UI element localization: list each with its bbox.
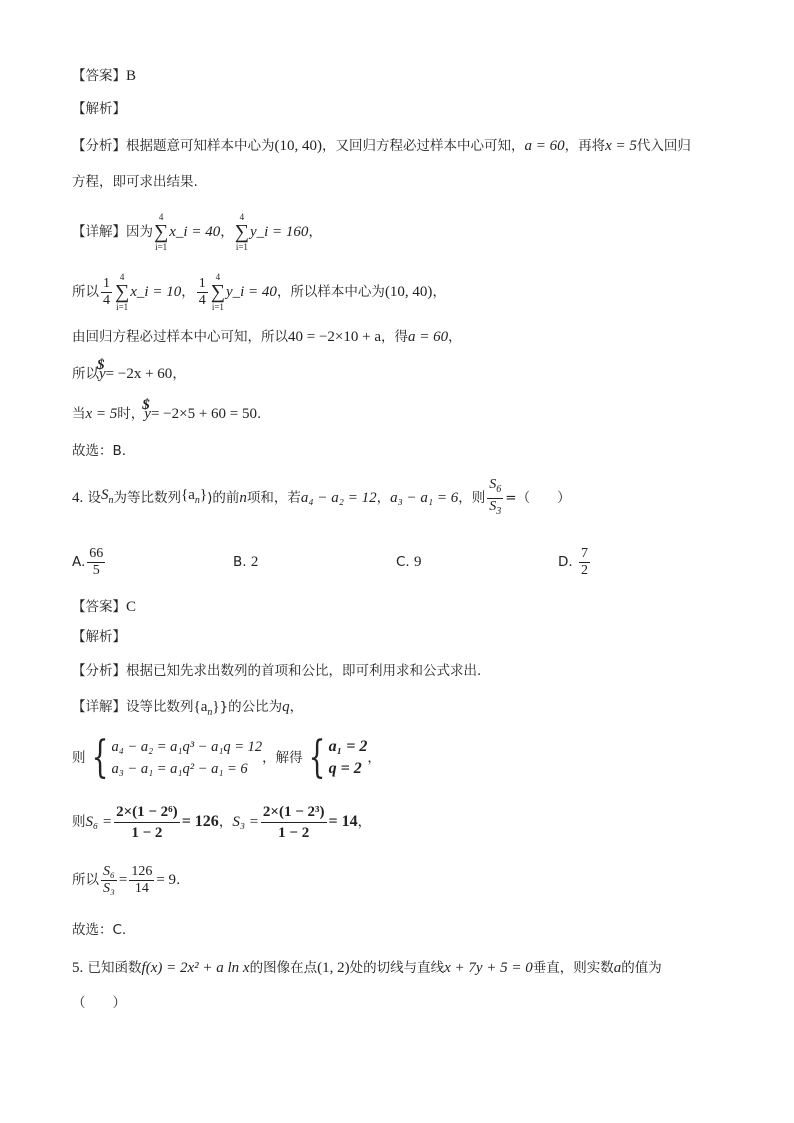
choose-line-1: 故选：B. [72, 443, 127, 459]
question-5-options-placeholder: （ ） [72, 995, 126, 1011]
sum-symbol: 4 ∑ i=1 [234, 212, 249, 252]
y-hat-symbol: $ y [144, 404, 151, 424]
so-line-2: 所以$ y= −2x + 60， [72, 364, 186, 384]
ratio-line: 所以 $\frac{\text{S₆}}{\text{S₃}}$ = $\frac{126}{14}$ = 9 . [72, 863, 181, 896]
question-5: 5. 已知函数f(x) = 2x² + a ln x的图像在点(1, 2)处的切线与直线x + 7y + 5 = 0垂直，则实数a的值为 [72, 960, 662, 976]
analysis-heading-1: 【解析】 [72, 101, 126, 117]
analysis-heading-2: 【解析】 [72, 629, 126, 645]
y-hat-symbol: $ y [99, 364, 106, 384]
fenxi-line-1-cont: 方程，即可求出结果. [72, 174, 198, 190]
system-line: 则 { a₄ − a₂ = a₁q³ − a₁q = 12 a₃ − a₁ = a₁q² − a₁ = 6 ，解得 { a₁ = 2 q = 2 ， [72, 732, 381, 783]
option-b[interactable]: B. 2 [233, 554, 259, 570]
sum-symbol: 4 ∑ i=1 [154, 212, 169, 252]
option-a[interactable]: A. $\frac{66}{5}$ [72, 545, 104, 578]
answer-value: B [126, 68, 137, 84]
so-line-1: 所以 $\frac{1}{4}$ 4 ∑ i=1 x_i = 10 ， $\frac{1}{4}$ 4 ∑ i=1 y_i = 40 ，所以样本中心为 (10, 40) ， [72, 272, 446, 312]
answer-line-1 [72, 66, 136, 86]
option-d[interactable]: D. $\frac{7}{2}$ [558, 545, 588, 578]
choose-line-2: 故选：C. [72, 922, 127, 938]
when-line: 当x = 5时，$ y= −2×5 + 60 = 50. [72, 404, 261, 424]
s6-line: 则 S₆ = $\frac{\text{2×(1 − 2⁶)}}{1 - 2}$ = 126 ， S₃ = $\frac{\text{2×(1 − 2³)}}{1 - 2}$ = 14 ， [72, 803, 372, 841]
detail-line-2: 【详解】设等比数列$\{a_n\}$}的公比为q， [72, 699, 304, 718]
detail-line-1: 【详解】 因为 4 ∑ i=1 x_i = 40 ， 4 ∑ i=1 y_i = 160 ， [72, 212, 322, 252]
answer-tag: 【答案】 [72, 68, 126, 84]
answer-line-2: 【答案】C [72, 599, 137, 615]
question-4: 4. 设 $S_n$ 为等比数列 $\{a_n\}$ )的前 n 项和，若 a₄ − a₂ = 12 ， a₃ − a₁ = 6 ，则 $\frac{S_6}{S_3}$ =（ ） [72, 476, 571, 517]
equation-system: { a₄ − a₂ = a₁q³ − a₁q = 12 a₃ − a₁ = a₁q² − a₁ = 6 [91, 732, 263, 783]
fenxi-line-1: 【分析】根据题意可知样本中心为(10, 40)，又回归方程必过样本中心可知，a = 60，再将x = 5代入回归 [72, 138, 691, 154]
fenxi-line-2: 【分析】根据已知先求出数列的首项和公比，即可利用求和公式求出. [72, 663, 482, 679]
option-c[interactable]: C. 9 [396, 554, 422, 570]
reg-line: 由回归方程必过样本中心可知，所以40 = −2×10 + a，得a = 60， [72, 329, 462, 345]
solution-system: { a₁ = 2 q = 2 [308, 732, 368, 783]
